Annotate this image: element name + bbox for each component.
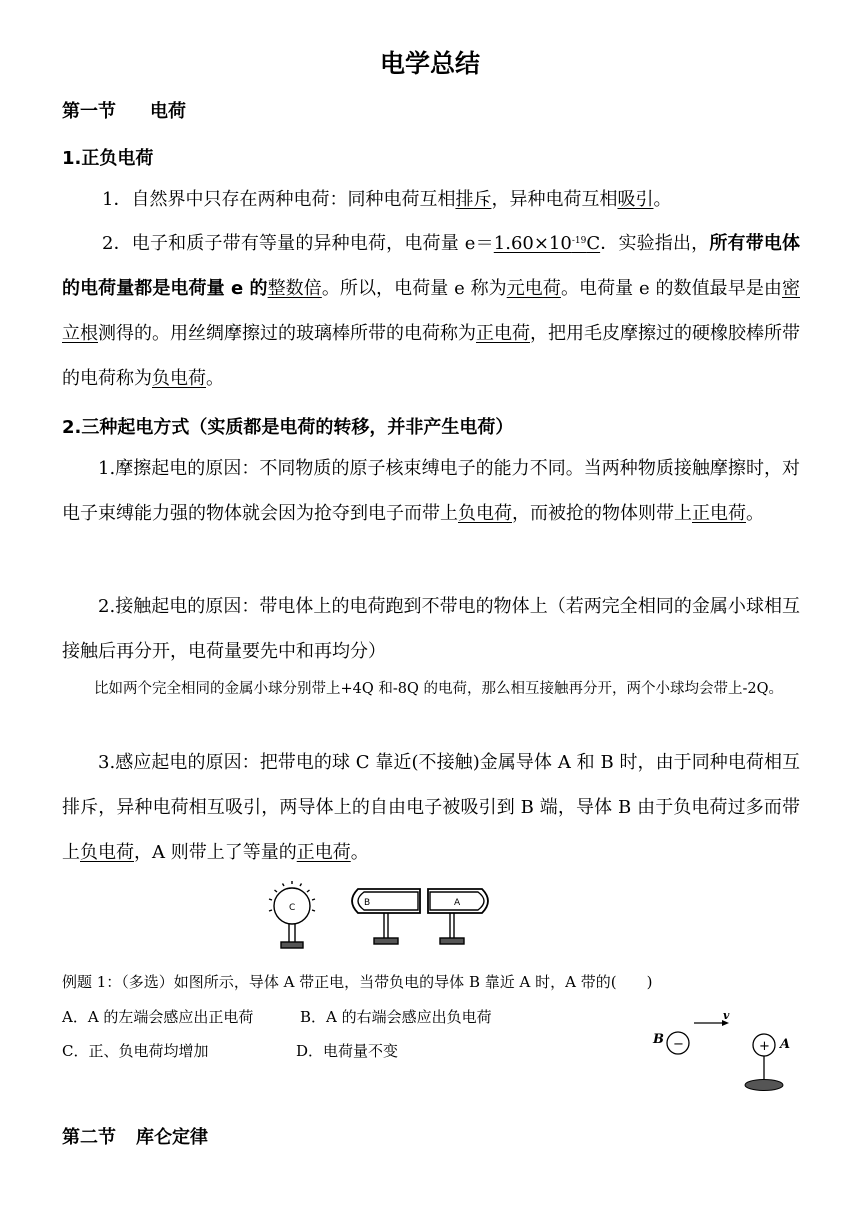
- sphere-c: [269, 881, 315, 948]
- minus-sign: −: [673, 1037, 684, 1052]
- induction-figure: [268, 880, 490, 954]
- section-1-number: 第一节: [62, 101, 116, 122]
- paragraph-contact-charging: 2.接触起电的原因：带电体上的电荷跑到不带电的物体上（若两完全相同的金属小球相互接触后再分开，电荷量要先中和再均分）: [62, 596, 800, 662]
- sphere-c-label: C: [289, 903, 296, 913]
- section-2-name: 库仑定律: [136, 1127, 208, 1148]
- section-1-name: 电荷: [150, 101, 186, 122]
- answer-negative-charge: 负电荷: [152, 368, 206, 389]
- example-question: 例题 1：（多选）如图所示，导体 A 带正电，当带负电的导体 B 靠近 A 时，A 带的( ): [62, 973, 653, 991]
- heading-charging-methods: 2.三种起电方式（实质都是电荷的转移，并非产生电荷）: [62, 417, 514, 438]
- key-statement: 所有带电体的电荷量都是电荷量 e 的: [62, 233, 801, 299]
- b-label: B: [653, 1032, 664, 1047]
- plus-sign: +: [759, 1039, 770, 1054]
- a-label: A: [780, 1037, 791, 1052]
- answer-repel: 排斥: [455, 189, 492, 210]
- example-figure: [650, 1010, 800, 1096]
- option-a: A．A 的左端会感应出正电荷: [62, 1008, 254, 1026]
- option-c: C．正、负电荷均增加: [62, 1042, 209, 1060]
- paragraph-contact-example: 比如两个完全相同的金属小球分别带上+4Q 和-8Q 的电荷，那么相互接触再分开，两个小球均会带上-2Q。: [94, 681, 784, 697]
- option-b: B．A 的右端会感应出负电荷: [300, 1008, 492, 1026]
- answer-attract: 吸引: [617, 189, 654, 210]
- answer-positive-charge: 正电荷: [476, 323, 530, 344]
- page-title: 电学总结: [379, 49, 480, 78]
- answer-elementary-charge: 元电荷: [506, 278, 561, 299]
- answer-negative-charge-2: 负电荷: [458, 503, 512, 524]
- answer-positive-charge-3: 正电荷: [296, 842, 351, 863]
- velocity-label: v: [723, 1010, 730, 1022]
- paragraph-two-charges: 1．自然界中只存在两种电荷：同种电荷互相排斥，异种电荷互相吸引。: [102, 189, 672, 210]
- answer-positive-charge-2: 正电荷: [692, 503, 746, 524]
- paragraph-elementary-charge: 2．电子和质子带有等量的异种电荷，电荷量 $e=1.60\times 10^{-19}C$．实验指出，所有带电体的电荷量都是电荷量 e 的整数倍。所以，电荷量 e 称为元电荷。电荷量 e 的数值最早是由密立根测得的。用丝绸摩擦过的玻璃棒所带的电荷称为正电荷，把用毛皮摩擦过的硬橡胶棒所带的电荷称为负电荷。: [62, 233, 801, 389]
- heading-charges: 1.正负电荷: [62, 148, 154, 169]
- answer-integer-multiple: 整数倍: [267, 278, 322, 299]
- answer-negative-charge-3: 负电荷: [80, 842, 134, 863]
- a-base: [745, 1080, 783, 1091]
- section-2-heading: [62, 1123, 208, 1149]
- option-d: D．电荷量不变: [296, 1042, 399, 1060]
- paragraph-friction-charging: 1.摩擦起电的原因：不同物质的原子核束缚电子的能力不同。当两种物质接触摩擦时，对电子束缚能力强的物体就会因为抢夺到电子而带上负电荷，而被抢的物体则带上正电荷。: [62, 458, 800, 524]
- conductor-a-label: A: [454, 898, 461, 908]
- section-2-number: 第二节: [62, 1127, 116, 1148]
- conductor-b-label: B: [364, 898, 371, 908]
- answer-charge-value: $1.60\times 10^{-19}C$: [493, 233, 601, 254]
- section-1-heading: [62, 97, 186, 123]
- paragraph-induction-charging: 3.感应起电的原因：把带电的球 C 靠近(不接触)金属导体 A 和 B 时，由于同种电荷相互排斥，异种电荷相互吸引，两导体上的自由电子被吸引到 B 端，导体 B 由于负电荷过多而带上负电荷，A 则带上了等量的正电荷。: [62, 752, 800, 863]
- conductor-b: [352, 889, 420, 944]
- answer-millikan: 密立根: [62, 278, 800, 344]
